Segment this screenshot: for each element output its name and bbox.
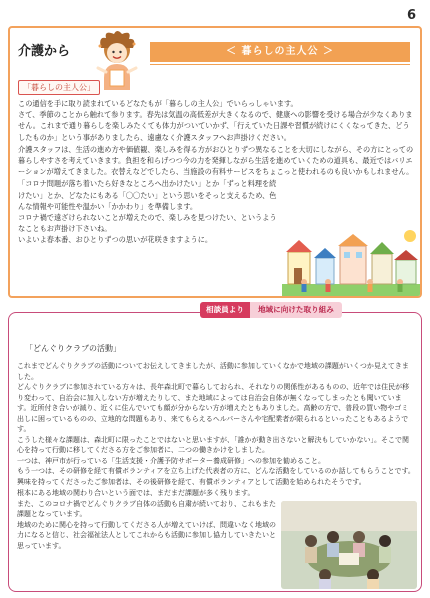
care-section-title: 介護から [18,44,71,59]
section-tag: 「暮らしの主人公」 [18,80,100,95]
tab-consultant: 相談員より [200,302,250,318]
community-group-photo-icon [281,501,417,589]
caregiver-mascot-icon [94,30,140,92]
town-with-people-icon [282,224,420,296]
tab-community: 地域に向けた取り組み [250,302,342,318]
paragraph: 根本にある地域の関わり合いという面では、まだまだ課題が多く残ります。 また、このコロナ禍でどんぐりクラブ自体の活動も自粛が続いており、これもまた課題となっています。 地域のために関心を持って行動してくださる人が増えていけば、問違いなく地域の力になると信じ、社会福祉法人としてこれからも活動に参加し協力していきたいと思っています。 [17,489,276,550]
paragraph: この通信を手に取り読まれているどなたもが「暮らしの主人公」でいらっしゃいます。 さて、季節のことから触れて参ります。春先は気温の高低差が大きくなるので、健康への影響を受ける場合が少なくありません。これまで通り暮らしを楽しみたくても体力がついていかず、「行えていた日課や習慣が続けにくくなってきた、どうしたものか」という事がありましたら、遠慮なく介護スタッフへお声掛けください。 [18,99,413,142]
care-section [8,26,422,298]
paragraph: 「コロナ問題が落ち着いたら好きなところへ出かけたい」とか「ずっと料理を続けたい」とか、どなたにもある「〇〇たい」という思いをそっと支えるため、色んな情報や可能性や温かい「かかわり」を準備します。 コロナ禍で遠ざけられないことが増えたので、楽しみを見つけたい、というようなこともお声掛け下さいね。 いよいよ春本番、おひとりずつの思いが花咲きますように。 [18,179,277,245]
consultant-section [8,312,422,592]
paragraph: 介護スタッフは、生活の進め方や価値観、楽しみを得る方がおひとりずつ異なることを大切にしながら、その方にとっての暮らしやすさを考えていきます。負担を和らげつつ今の力を発揮しながら生活を進めていくための道具も、最近ではバリエーションが増えてきました。衣替えなどでしたら、当施設の有料サービスをちょこっと使われるのも良いかもしれません。 [18,144,414,177]
donguri-club-heading: 「どんぐりクラブの活動」 [25,344,121,353]
banner-underline [150,64,410,65]
page-number: 6 [406,8,416,23]
section-tabs [200,302,342,318]
paragraph: これまでどんぐりクラブの活動についてお伝えしてきましたが、活動に参加していくなかで地域の課題がいくつか見えてきました。 どんぐりクラブに参加されている方々は、長年森北町で暮らしておられ、それなりの関係性があるものの、近年では住民が移り変わって、自治会に加入しない方が増えたりして、また地域によっては自治会自体が無くなってしまったとも聞いています。近所付き合いが減り、近くに住んでいても顔が分からない方が増えたともありました。高齢の方で、普段の買い物やゴミ出しに困っているものの、立地的な問題もあり、来てもらえるヘルパーさんや宅配業者が限られるといったこともあるようです。 こうした様々な課題は、森北町に限ったことではないと思いますが、「誰かが動き出さないと解決もしていかない」。そこで関心を持って行動に移してくださる方をご参加者に、二つの働きかけをしました。 一つは、神戸市が行っている「生活支援・介護予防サポーター養成研修」への参加を勧めること。 もう一つは、その研修を経て有償ボランティアを立ち上げた代表者の方に、どんな活動をしているのか話してもらうことです。興味を持ってくださったご参加者は、その後研修を経て、有償ボランティアとして活動を始められたそうです。 [17,362,415,486]
care-section-banner: ＜ 暮らしの主人公 ＞ [150,42,410,62]
